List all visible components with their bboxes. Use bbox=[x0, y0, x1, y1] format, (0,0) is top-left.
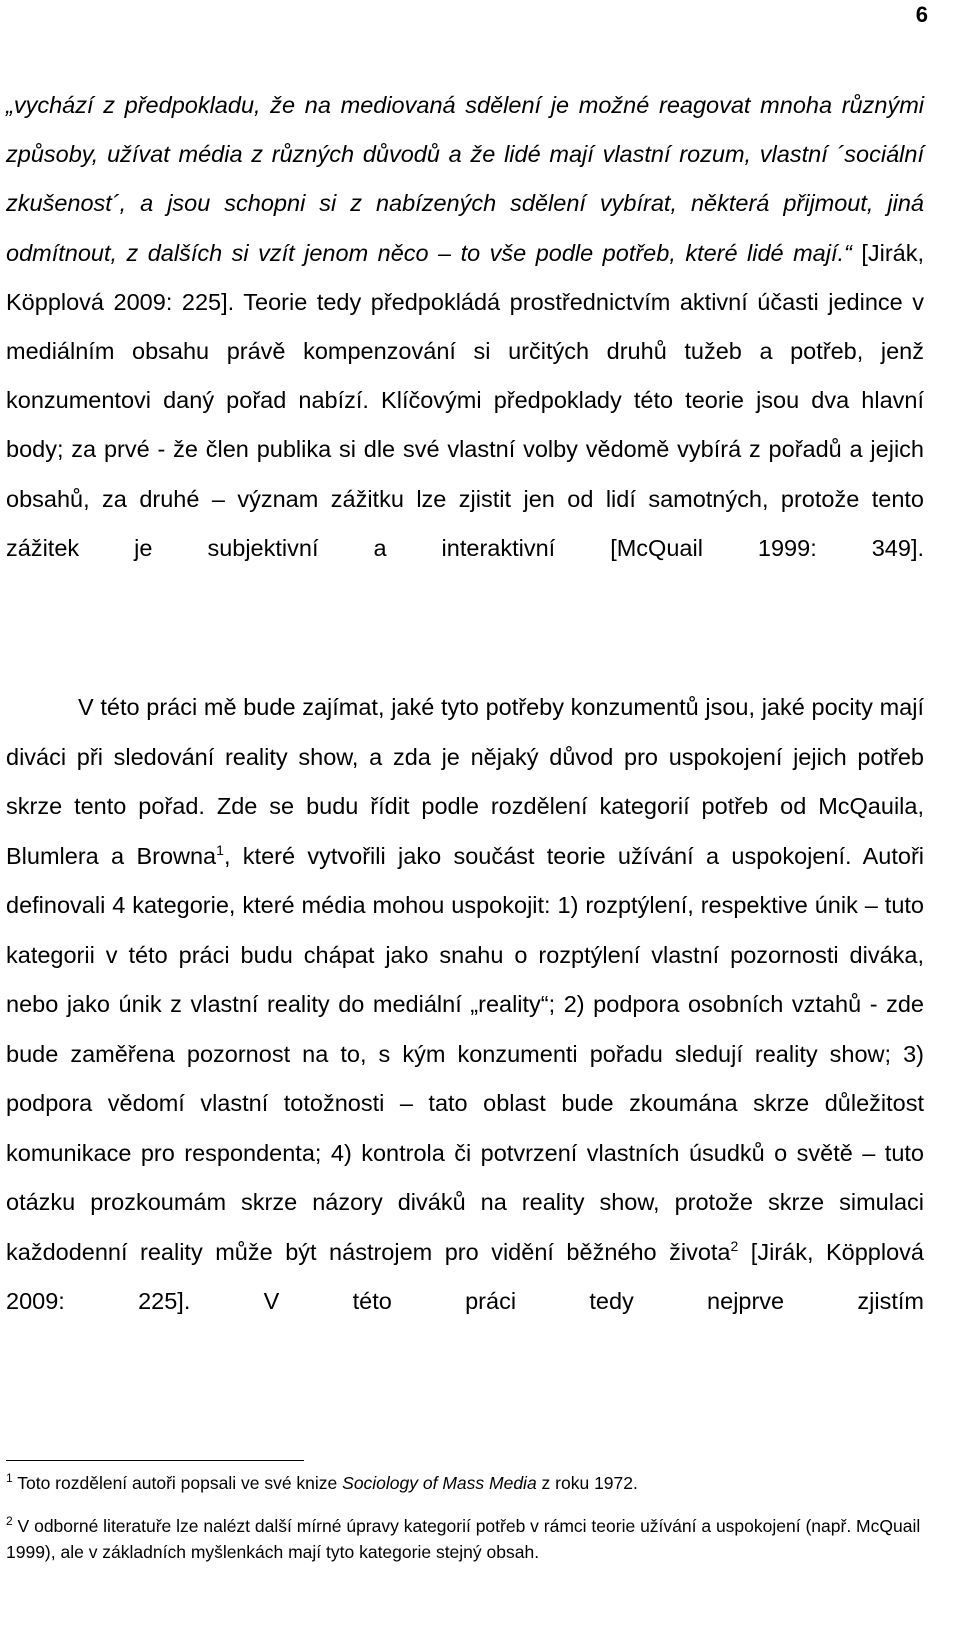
footnote-ref-1[interactable]: 1 bbox=[216, 841, 224, 858]
footnote-1-text-b: z roku 1972. bbox=[536, 1473, 638, 1493]
paragraph-2-text-c: [Jirák, Köpplová 2009: 225]. V této práci tedy nejprve zjistím bbox=[6, 1238, 924, 1314]
footnote-1-book-title: Sociology of Mass Media bbox=[342, 1473, 537, 1493]
footnote-1-number: 1 bbox=[6, 1471, 13, 1485]
paragraph-2-text-b: , které vytvořili jako součást teorie užívání a uspokojení. Autoři definovali 4 kategorie, které média mohou uspokojit: 1) rozptýlení, respektive únik – tuto kategorii v této práci budu chápat jako snahu o rozptýlení vlastní pozornosti diváka, nebo jako únik z vlastní reality do mediální „reality“; 2) podpora osobních vztahů - zde bude zaměřena pozornost na to, s kým konzumenti pořadu sledují reality show; 3) podpora vědomí vlastní totožnosti – tato oblast bude zkoumána skrze důležitost komunikace pro respondenta; 4) kontrola či potvrzení vlastních úsudků o světě – tuto otázku prozkoumám skrze názory diváků na reality show, protože skrze simulaci každodenní reality může být nástrojem pro vidění běžného života bbox=[6, 842, 924, 1265]
footnote-1 bbox=[6, 1469, 924, 1497]
footnote-2-number: 2 bbox=[6, 1514, 13, 1528]
page-number: 6 bbox=[915, 2, 928, 27]
paragraph-1-text: [Jirák, Köpplová 2009: 225]. Teorie tedy předpokládá prostřednictvím aktivní účasti jedince v mediálním obsahu právě kompenzování si určitých druhů tužeb a potřeb, jenž konzumentovi daný pořad nabízí. Klíčovými předpoklady této teorie jsou dva hlavní body; za prvé - že člen publika si dle své vlastní volby vědomě vybírá z pořadů a jejich obsahů, za druhé – význam zážitku lze zjistit jen od lidí samotných, protože tento zážitek je subjektivní a interaktivní [McQuail 1999: 349]. bbox=[6, 239, 924, 561]
paragraph-2-text-a: V této práci mě bude zajímat, jaké tyto potřeby konzumentů jsou, jaké pocity mají diváci při sledování reality show, a zda je nějaký důvod pro uspokojení jejich potřeb skrze tento pořad. Zde se budu řídit podle rozdělení kategorií potřeb od McQauila, Blumlera a Browna bbox=[6, 694, 924, 869]
paragraph-1 bbox=[6, 81, 924, 573]
footnote-2 bbox=[6, 1513, 924, 1565]
paragraph-2 bbox=[6, 683, 924, 1327]
footnote-separator bbox=[6, 1460, 304, 1461]
quotation: „vychází z předpokladu, že na mediovaná sdělení je možné reagovat mnoha různými způsoby, užívat média z různých důvodů a že lidé mají vlastní rozum, vlastní ´sociální zkušenost´, a jsou schopni si z nabízených sdělení vybírat, některá přijmout, jiná odmítnout, z dalších si vzít jenom něco – to vše podle potřeb, které lidé mají.“ bbox=[6, 92, 924, 266]
footnote-2-text: V odborné literatuře lze nalézt další mírné úpravy kategorií potřeb v rámci teorie užívání a uspokojení (např. McQuail 1999), ale v základních myšlenkách mají tyto kategorie stejný obsah. bbox=[6, 1516, 921, 1562]
footnote-ref-2[interactable]: 2 bbox=[730, 1237, 739, 1254]
footnote-1-text-a: Toto rozdělení autoři popsali ve své knize bbox=[12, 1473, 343, 1493]
paragraph-1-content bbox=[6, 92, 924, 561]
